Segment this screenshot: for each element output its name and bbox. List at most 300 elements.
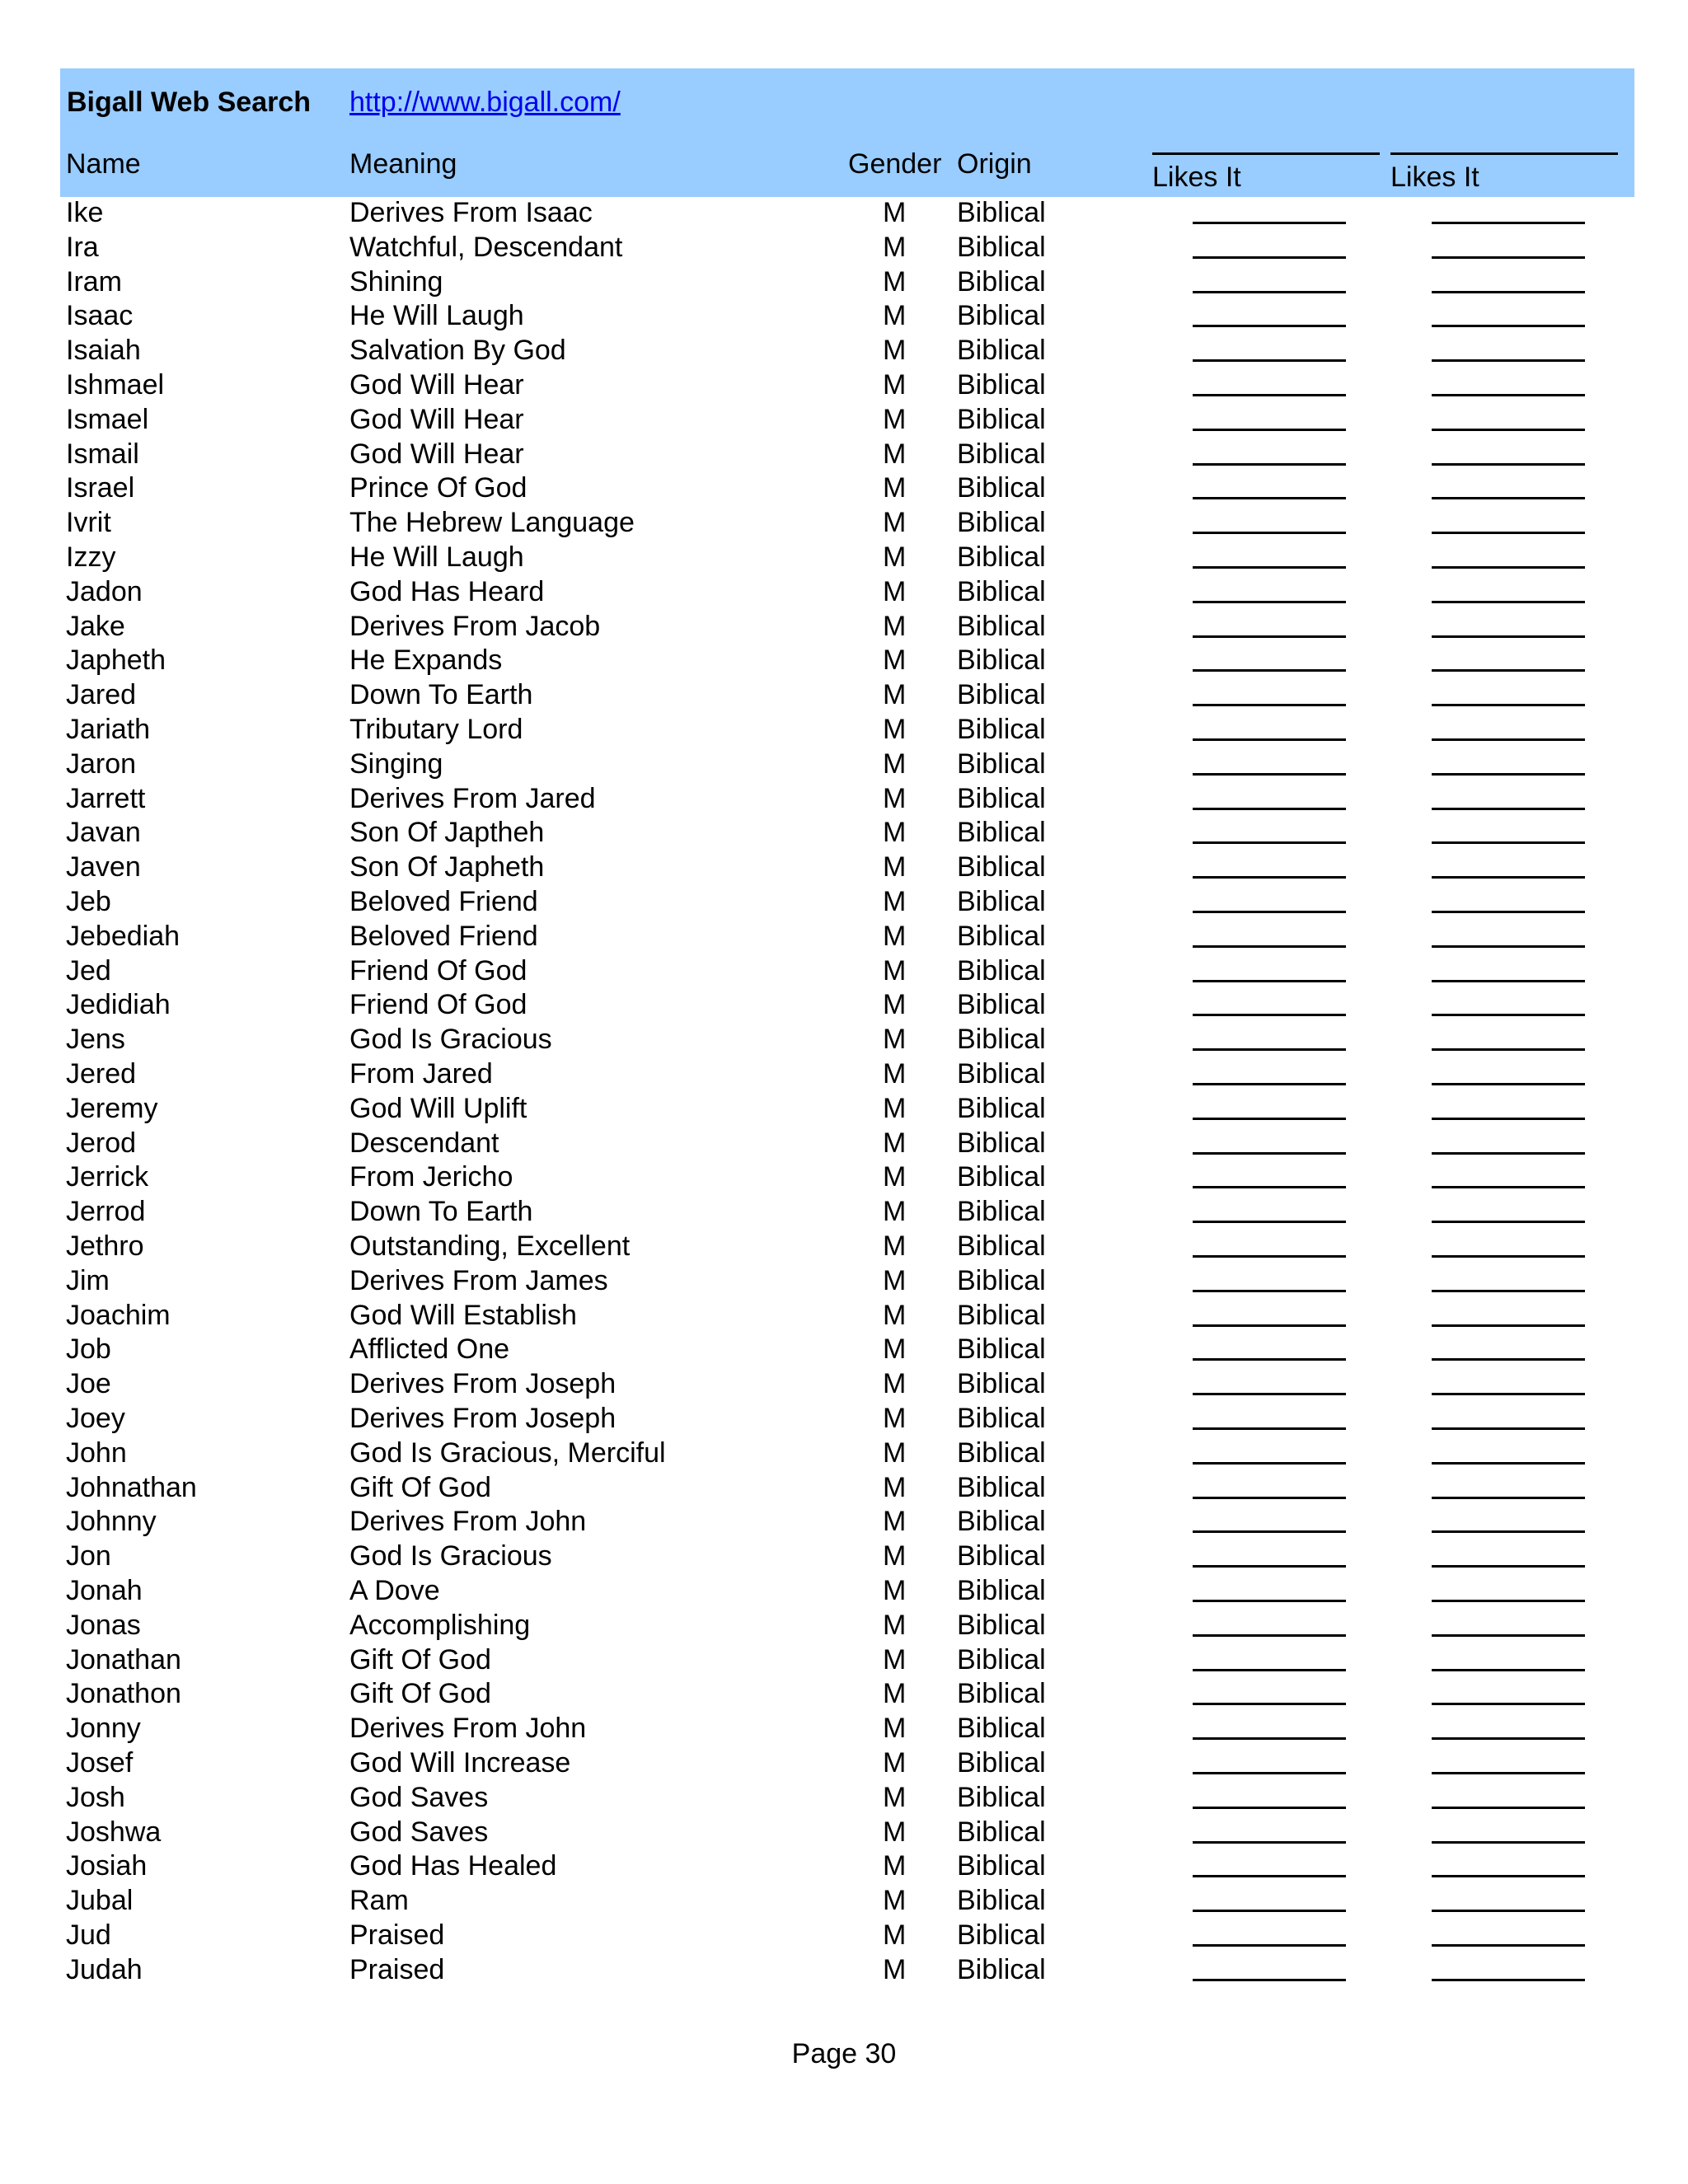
likes-blank-line-2 bbox=[1432, 359, 1585, 362]
column-header-likes-1: Likes It bbox=[1152, 162, 1241, 193]
name-cell: Jud bbox=[66, 1919, 111, 1951]
table-row bbox=[0, 472, 1688, 507]
likes-blank-line-2 bbox=[1432, 222, 1585, 224]
name-cell: Jonny bbox=[66, 1713, 141, 1744]
origin-cell: Biblical bbox=[957, 438, 1046, 470]
origin-cell: Biblical bbox=[957, 335, 1046, 366]
name-cell: Ismail bbox=[66, 438, 139, 470]
gender-cell: M bbox=[883, 266, 907, 298]
origin-cell: Biblical bbox=[957, 266, 1046, 298]
likes-blank-line-2 bbox=[1432, 1875, 1585, 1877]
name-cell: Jeremy bbox=[66, 1093, 158, 1124]
meaning-cell: Friend Of God bbox=[349, 989, 528, 1020]
likes-blank-line-2 bbox=[1432, 429, 1585, 431]
table-row bbox=[0, 679, 1688, 714]
likes-blank-line-2 bbox=[1432, 566, 1585, 569]
header-band bbox=[60, 68, 1634, 197]
table-row bbox=[0, 1472, 1688, 1507]
likes-blank-line-2 bbox=[1432, 1290, 1585, 1292]
origin-cell: Biblical bbox=[957, 472, 1046, 504]
gender-cell: M bbox=[883, 300, 907, 331]
table-row bbox=[0, 1333, 1688, 1368]
page-number: Page 30 bbox=[791, 2038, 897, 2069]
gender-cell: M bbox=[883, 197, 907, 228]
meaning-cell: Gift Of God bbox=[349, 1472, 491, 1503]
likes-blank-line-2 bbox=[1432, 1393, 1585, 1395]
meaning-cell: Derives From Joseph bbox=[349, 1368, 617, 1399]
origin-cell: Biblical bbox=[957, 1437, 1046, 1469]
likes-blank-line-1 bbox=[1193, 1875, 1346, 1877]
table-row bbox=[0, 1850, 1688, 1885]
meaning-cell: From Jared bbox=[349, 1058, 493, 1090]
meaning-cell: Praised bbox=[349, 1954, 445, 1985]
gender-cell: M bbox=[883, 507, 907, 538]
name-cell: Johnny bbox=[66, 1506, 157, 1537]
likes-blank-line-1 bbox=[1193, 1290, 1346, 1292]
meaning-cell: God Will Uplift bbox=[349, 1093, 528, 1124]
origin-cell: Biblical bbox=[957, 300, 1046, 331]
table-row bbox=[0, 335, 1688, 369]
likes-blank-line-2 bbox=[1432, 1118, 1585, 1120]
name-cell: Jedidiah bbox=[66, 989, 171, 1020]
origin-cell: Biblical bbox=[957, 748, 1046, 780]
origin-cell: Biblical bbox=[957, 644, 1046, 676]
meaning-cell: Ram bbox=[349, 1885, 409, 1916]
likes-blank-line-1 bbox=[1193, 1118, 1346, 1120]
gender-cell: M bbox=[883, 1230, 907, 1262]
likes-blank-line-2 bbox=[1432, 1186, 1585, 1188]
gender-cell: M bbox=[883, 748, 907, 780]
name-cell: Iram bbox=[66, 266, 122, 298]
meaning-cell: Derives From Jared bbox=[349, 783, 596, 814]
name-cell: Jim bbox=[66, 1265, 110, 1296]
likes-blank-line-1 bbox=[1193, 1427, 1346, 1430]
name-cell: Izzy bbox=[66, 541, 116, 573]
gender-cell: M bbox=[883, 369, 907, 401]
likes-blank-line-2 bbox=[1432, 808, 1585, 810]
origin-cell: Biblical bbox=[957, 1506, 1046, 1537]
gender-cell: M bbox=[883, 783, 907, 814]
likes-blank-line-1 bbox=[1193, 808, 1346, 810]
gender-cell: M bbox=[883, 232, 907, 263]
meaning-cell: A Dove bbox=[349, 1575, 440, 1606]
likes-blank-line-1 bbox=[1193, 1255, 1346, 1258]
site-url-link[interactable]: http://www.bigall.com/ bbox=[349, 87, 621, 118]
meaning-cell: Derives From John bbox=[349, 1506, 587, 1537]
gender-cell: M bbox=[883, 1816, 907, 1848]
origin-cell: Biblical bbox=[957, 1747, 1046, 1779]
likes-blank-line-1 bbox=[1193, 1841, 1346, 1844]
name-cell: Jeb bbox=[66, 886, 111, 917]
meaning-cell: God Is Gracious bbox=[349, 1024, 552, 1055]
likes-blank-line-2 bbox=[1432, 1427, 1585, 1430]
name-cell: Josef bbox=[66, 1747, 134, 1779]
likes-blank-line-2 bbox=[1432, 1841, 1585, 1844]
gender-cell: M bbox=[883, 714, 907, 745]
likes-header-rule-1 bbox=[1152, 152, 1380, 155]
likes-blank-line-1 bbox=[1193, 669, 1346, 672]
origin-cell: Biblical bbox=[957, 1093, 1046, 1124]
table-row bbox=[0, 266, 1688, 301]
likes-blank-line-2 bbox=[1432, 1152, 1585, 1155]
likes-blank-line-1 bbox=[1193, 1462, 1346, 1465]
table-row bbox=[0, 1575, 1688, 1610]
origin-cell: Biblical bbox=[957, 1713, 1046, 1744]
column-header-meaning: Meaning bbox=[349, 148, 457, 180]
origin-cell: Biblical bbox=[957, 1058, 1046, 1090]
table-row bbox=[0, 1919, 1688, 1954]
meaning-cell: Derives From Joseph bbox=[349, 1403, 617, 1434]
table-row bbox=[0, 232, 1688, 266]
likes-blank-line-2 bbox=[1432, 841, 1585, 844]
likes-blank-line-1 bbox=[1193, 1634, 1346, 1637]
meaning-cell: Derives From James bbox=[349, 1265, 608, 1296]
gender-cell: M bbox=[883, 1333, 907, 1365]
table-row bbox=[0, 541, 1688, 576]
name-cell: Ike bbox=[66, 197, 104, 228]
name-cell: Isaiah bbox=[66, 335, 141, 366]
table-row bbox=[0, 1437, 1688, 1472]
likes-blank-line-1 bbox=[1193, 704, 1346, 706]
likes-blank-line-2 bbox=[1432, 1737, 1585, 1740]
likes-blank-line-2 bbox=[1432, 945, 1585, 948]
table-row bbox=[0, 1093, 1688, 1127]
likes-blank-line-1 bbox=[1193, 1669, 1346, 1671]
name-cell: Jed bbox=[66, 955, 111, 987]
likes-blank-line-2 bbox=[1432, 1462, 1585, 1465]
name-cell: Jerod bbox=[66, 1127, 137, 1159]
gender-cell: M bbox=[883, 955, 907, 987]
name-cell: Jens bbox=[66, 1024, 125, 1055]
name-cell: Jake bbox=[66, 611, 125, 642]
name-cell: Jarrett bbox=[66, 783, 146, 814]
likes-blank-line-2 bbox=[1432, 1703, 1585, 1705]
likes-blank-line-2 bbox=[1432, 738, 1585, 741]
meaning-cell: Derives From Jacob bbox=[349, 611, 601, 642]
meaning-cell: Salvation By God bbox=[349, 335, 566, 366]
likes-blank-line-2 bbox=[1432, 911, 1585, 913]
name-cell: Jon bbox=[66, 1540, 111, 1572]
likes-blank-line-1 bbox=[1193, 1393, 1346, 1395]
table-row bbox=[0, 1265, 1688, 1300]
meaning-cell: He Expands bbox=[349, 644, 503, 676]
likes-blank-line-2 bbox=[1432, 532, 1585, 534]
gender-cell: M bbox=[883, 611, 907, 642]
name-cell: Jered bbox=[66, 1058, 137, 1090]
meaning-cell: Prince Of God bbox=[349, 472, 528, 504]
likes-header-rule-2 bbox=[1390, 152, 1618, 155]
meaning-cell: Descendant bbox=[349, 1127, 499, 1159]
meaning-cell: Shining bbox=[349, 266, 443, 298]
gender-cell: M bbox=[883, 335, 907, 366]
name-cell: Japheth bbox=[66, 644, 166, 676]
likes-blank-line-1 bbox=[1193, 911, 1346, 913]
origin-cell: Biblical bbox=[957, 1368, 1046, 1399]
name-cell: Joe bbox=[66, 1368, 111, 1399]
likes-blank-line-2 bbox=[1432, 1807, 1585, 1809]
likes-blank-line-1 bbox=[1193, 222, 1346, 224]
likes-blank-line-1 bbox=[1193, 841, 1346, 844]
table-row bbox=[0, 404, 1688, 438]
name-cell: Job bbox=[66, 1333, 111, 1365]
table-row bbox=[0, 1127, 1688, 1162]
likes-blank-line-1 bbox=[1193, 359, 1346, 362]
table-row bbox=[0, 438, 1688, 473]
meaning-cell: Derives From Isaac bbox=[349, 197, 593, 228]
likes-blank-line-1 bbox=[1193, 532, 1346, 534]
table-row bbox=[0, 644, 1688, 679]
likes-blank-line-1 bbox=[1193, 1186, 1346, 1188]
likes-blank-line-1 bbox=[1193, 325, 1346, 327]
meaning-cell: Gift Of God bbox=[349, 1644, 491, 1675]
name-cell: Jonathon bbox=[66, 1678, 181, 1709]
likes-blank-line-2 bbox=[1432, 1221, 1585, 1223]
gender-cell: M bbox=[883, 1127, 907, 1159]
likes-blank-line-1 bbox=[1193, 945, 1346, 948]
name-cell: Jadon bbox=[66, 576, 143, 607]
origin-cell: Biblical bbox=[957, 1540, 1046, 1572]
likes-blank-line-1 bbox=[1193, 1083, 1346, 1085]
gender-cell: M bbox=[883, 1368, 907, 1399]
origin-cell: Biblical bbox=[957, 955, 1046, 987]
likes-blank-line-1 bbox=[1193, 566, 1346, 569]
gender-cell: M bbox=[883, 1850, 907, 1882]
name-cell: Joshwa bbox=[66, 1816, 162, 1848]
origin-cell: Biblical bbox=[957, 817, 1046, 848]
gender-cell: M bbox=[883, 1610, 907, 1641]
origin-cell: Biblical bbox=[957, 369, 1046, 401]
origin-cell: Biblical bbox=[957, 1885, 1046, 1916]
likes-blank-line-1 bbox=[1193, 1014, 1346, 1016]
gender-cell: M bbox=[883, 644, 907, 676]
likes-blank-line-2 bbox=[1432, 980, 1585, 982]
column-header-name: Name bbox=[66, 148, 141, 180]
table-row bbox=[0, 1368, 1688, 1403]
likes-blank-line-1 bbox=[1193, 1152, 1346, 1155]
gender-cell: M bbox=[883, 1575, 907, 1606]
likes-blank-line-1 bbox=[1193, 1497, 1346, 1499]
column-header-origin: Origin bbox=[957, 148, 1032, 180]
gender-cell: M bbox=[883, 1919, 907, 1951]
likes-blank-line-1 bbox=[1193, 773, 1346, 776]
likes-blank-line-2 bbox=[1432, 1634, 1585, 1637]
name-cell: Josh bbox=[66, 1782, 125, 1813]
likes-blank-line-1 bbox=[1193, 1944, 1346, 1947]
meaning-cell: God Will Establish bbox=[349, 1300, 577, 1331]
likes-blank-line-1 bbox=[1193, 1979, 1346, 1981]
meaning-cell: God Will Increase bbox=[349, 1747, 571, 1779]
origin-cell: Biblical bbox=[957, 1161, 1046, 1193]
meaning-cell: Accomplishing bbox=[349, 1610, 531, 1641]
meaning-cell: Watchful, Descendant bbox=[349, 232, 623, 263]
name-cell: Joachim bbox=[66, 1300, 171, 1331]
likes-blank-line-2 bbox=[1432, 256, 1585, 259]
meaning-cell: God Is Gracious bbox=[349, 1540, 552, 1572]
likes-blank-line-1 bbox=[1193, 429, 1346, 431]
likes-blank-line-2 bbox=[1432, 1048, 1585, 1051]
likes-blank-line-1 bbox=[1193, 1737, 1346, 1740]
likes-blank-line-2 bbox=[1432, 704, 1585, 706]
meaning-cell: Singing bbox=[349, 748, 443, 780]
gender-cell: M bbox=[883, 679, 907, 710]
likes-blank-line-1 bbox=[1193, 601, 1346, 603]
origin-cell: Biblical bbox=[957, 679, 1046, 710]
gender-cell: M bbox=[883, 576, 907, 607]
meaning-cell: God Is Gracious, Merciful bbox=[349, 1437, 666, 1469]
table-row bbox=[0, 1506, 1688, 1540]
name-cell: Jonas bbox=[66, 1610, 141, 1641]
origin-cell: Biblical bbox=[957, 1333, 1046, 1365]
name-cell: Jared bbox=[66, 679, 137, 710]
name-cell: Ivrit bbox=[66, 507, 111, 538]
meaning-cell: Down To Earth bbox=[349, 1196, 533, 1227]
likes-blank-line-2 bbox=[1432, 1324, 1585, 1327]
table-row bbox=[0, 507, 1688, 541]
gender-cell: M bbox=[883, 989, 907, 1020]
likes-blank-line-1 bbox=[1193, 1807, 1346, 1809]
likes-blank-line-2 bbox=[1432, 1530, 1585, 1533]
origin-cell: Biblical bbox=[957, 1782, 1046, 1813]
name-cell: Josiah bbox=[66, 1850, 148, 1882]
origin-cell: Biblical bbox=[957, 1265, 1046, 1296]
gender-cell: M bbox=[883, 886, 907, 917]
likes-blank-line-1 bbox=[1193, 1703, 1346, 1705]
likes-blank-line-1 bbox=[1193, 463, 1346, 466]
name-cell: Jethro bbox=[66, 1230, 144, 1262]
table-row bbox=[0, 989, 1688, 1024]
origin-cell: Biblical bbox=[957, 989, 1046, 1020]
origin-cell: Biblical bbox=[957, 1196, 1046, 1227]
meaning-cell: God Will Hear bbox=[349, 404, 524, 435]
meaning-cell: God Will Hear bbox=[349, 438, 524, 470]
gender-cell: M bbox=[883, 541, 907, 573]
likes-blank-line-1 bbox=[1193, 1048, 1346, 1051]
gender-cell: M bbox=[883, 1300, 907, 1331]
table-row bbox=[0, 1230, 1688, 1265]
likes-blank-line-1 bbox=[1193, 1772, 1346, 1774]
name-cell: Jonathan bbox=[66, 1644, 181, 1675]
gender-cell: M bbox=[883, 1540, 907, 1572]
name-cell: Judah bbox=[66, 1954, 143, 1985]
meaning-cell: Down To Earth bbox=[349, 679, 533, 710]
likes-blank-line-2 bbox=[1432, 669, 1585, 672]
table-row bbox=[0, 886, 1688, 921]
name-cell: Jaron bbox=[66, 748, 137, 780]
origin-cell: Biblical bbox=[957, 1575, 1046, 1606]
table-row bbox=[0, 1713, 1688, 1747]
meaning-cell: God Will Hear bbox=[349, 369, 524, 401]
origin-cell: Biblical bbox=[957, 783, 1046, 814]
likes-blank-line-2 bbox=[1432, 1944, 1585, 1947]
likes-blank-line-2 bbox=[1432, 1772, 1585, 1774]
gender-cell: M bbox=[883, 1196, 907, 1227]
likes-blank-line-2 bbox=[1432, 1600, 1585, 1602]
meaning-cell: Tributary Lord bbox=[349, 714, 523, 745]
name-cell: Javen bbox=[66, 851, 141, 883]
origin-cell: Biblical bbox=[957, 1127, 1046, 1159]
origin-cell: Biblical bbox=[957, 1954, 1046, 1985]
origin-cell: Biblical bbox=[957, 1850, 1046, 1882]
table-row bbox=[0, 1196, 1688, 1230]
name-cell: Ishmael bbox=[66, 369, 165, 401]
table-row bbox=[0, 1610, 1688, 1644]
likes-blank-line-1 bbox=[1193, 394, 1346, 396]
likes-blank-line-1 bbox=[1193, 1221, 1346, 1223]
likes-blank-line-1 bbox=[1193, 738, 1346, 741]
name-cell: Israel bbox=[66, 472, 135, 504]
origin-cell: Biblical bbox=[957, 1472, 1046, 1503]
likes-blank-line-2 bbox=[1432, 1014, 1585, 1016]
table-row bbox=[0, 1540, 1688, 1575]
gender-cell: M bbox=[883, 1437, 907, 1469]
origin-cell: Biblical bbox=[957, 507, 1046, 538]
name-cell: Johnathan bbox=[66, 1472, 197, 1503]
gender-cell: M bbox=[883, 1713, 907, 1744]
likes-blank-line-2 bbox=[1432, 1910, 1585, 1912]
table-row bbox=[0, 851, 1688, 886]
column-header-gender: Gender bbox=[848, 148, 942, 180]
origin-cell: Biblical bbox=[957, 1403, 1046, 1434]
likes-blank-line-1 bbox=[1193, 1565, 1346, 1568]
meaning-cell: Derives From John bbox=[349, 1713, 587, 1744]
meaning-cell: He Will Laugh bbox=[349, 541, 524, 573]
gender-cell: M bbox=[883, 1403, 907, 1434]
column-header-likes-2: Likes It bbox=[1390, 162, 1479, 193]
gender-cell: M bbox=[883, 1472, 907, 1503]
meaning-cell: Beloved Friend bbox=[349, 886, 538, 917]
meaning-cell: Son Of Japtheh bbox=[349, 817, 545, 848]
name-cell: Jerrod bbox=[66, 1196, 146, 1227]
origin-cell: Biblical bbox=[957, 714, 1046, 745]
likes-blank-line-1 bbox=[1193, 1910, 1346, 1912]
origin-cell: Biblical bbox=[957, 197, 1046, 228]
meaning-cell: He Will Laugh bbox=[349, 300, 524, 331]
meaning-cell: The Hebrew Language bbox=[349, 507, 635, 538]
origin-cell: Biblical bbox=[957, 1644, 1046, 1675]
likes-blank-line-2 bbox=[1432, 1358, 1585, 1361]
table-row bbox=[0, 748, 1688, 783]
likes-blank-line-2 bbox=[1432, 1979, 1585, 1981]
origin-cell: Biblical bbox=[957, 1816, 1046, 1848]
likes-blank-line-1 bbox=[1193, 256, 1346, 259]
origin-cell: Biblical bbox=[957, 1919, 1046, 1951]
likes-blank-line-1 bbox=[1193, 980, 1346, 982]
table-row bbox=[0, 817, 1688, 851]
gender-cell: M bbox=[883, 1161, 907, 1193]
table-row bbox=[0, 1885, 1688, 1919]
name-cell: Ismael bbox=[66, 404, 149, 435]
origin-cell: Biblical bbox=[957, 611, 1046, 642]
gender-cell: M bbox=[883, 1885, 907, 1916]
likes-blank-line-2 bbox=[1432, 1497, 1585, 1499]
gender-cell: M bbox=[883, 404, 907, 435]
table-row bbox=[0, 1024, 1688, 1058]
gender-cell: M bbox=[883, 1678, 907, 1709]
gender-cell: M bbox=[883, 1747, 907, 1779]
gender-cell: M bbox=[883, 1644, 907, 1675]
origin-cell: Biblical bbox=[957, 1230, 1046, 1262]
likes-blank-line-2 bbox=[1432, 1669, 1585, 1671]
origin-cell: Biblical bbox=[957, 921, 1046, 952]
name-cell: Jariath bbox=[66, 714, 151, 745]
table-row bbox=[0, 1058, 1688, 1093]
name-cell: John bbox=[66, 1437, 127, 1469]
gender-cell: M bbox=[883, 1024, 907, 1055]
likes-blank-line-1 bbox=[1193, 1358, 1346, 1361]
meaning-cell: God Saves bbox=[349, 1816, 489, 1848]
likes-blank-line-2 bbox=[1432, 1255, 1585, 1258]
table-row bbox=[0, 921, 1688, 955]
